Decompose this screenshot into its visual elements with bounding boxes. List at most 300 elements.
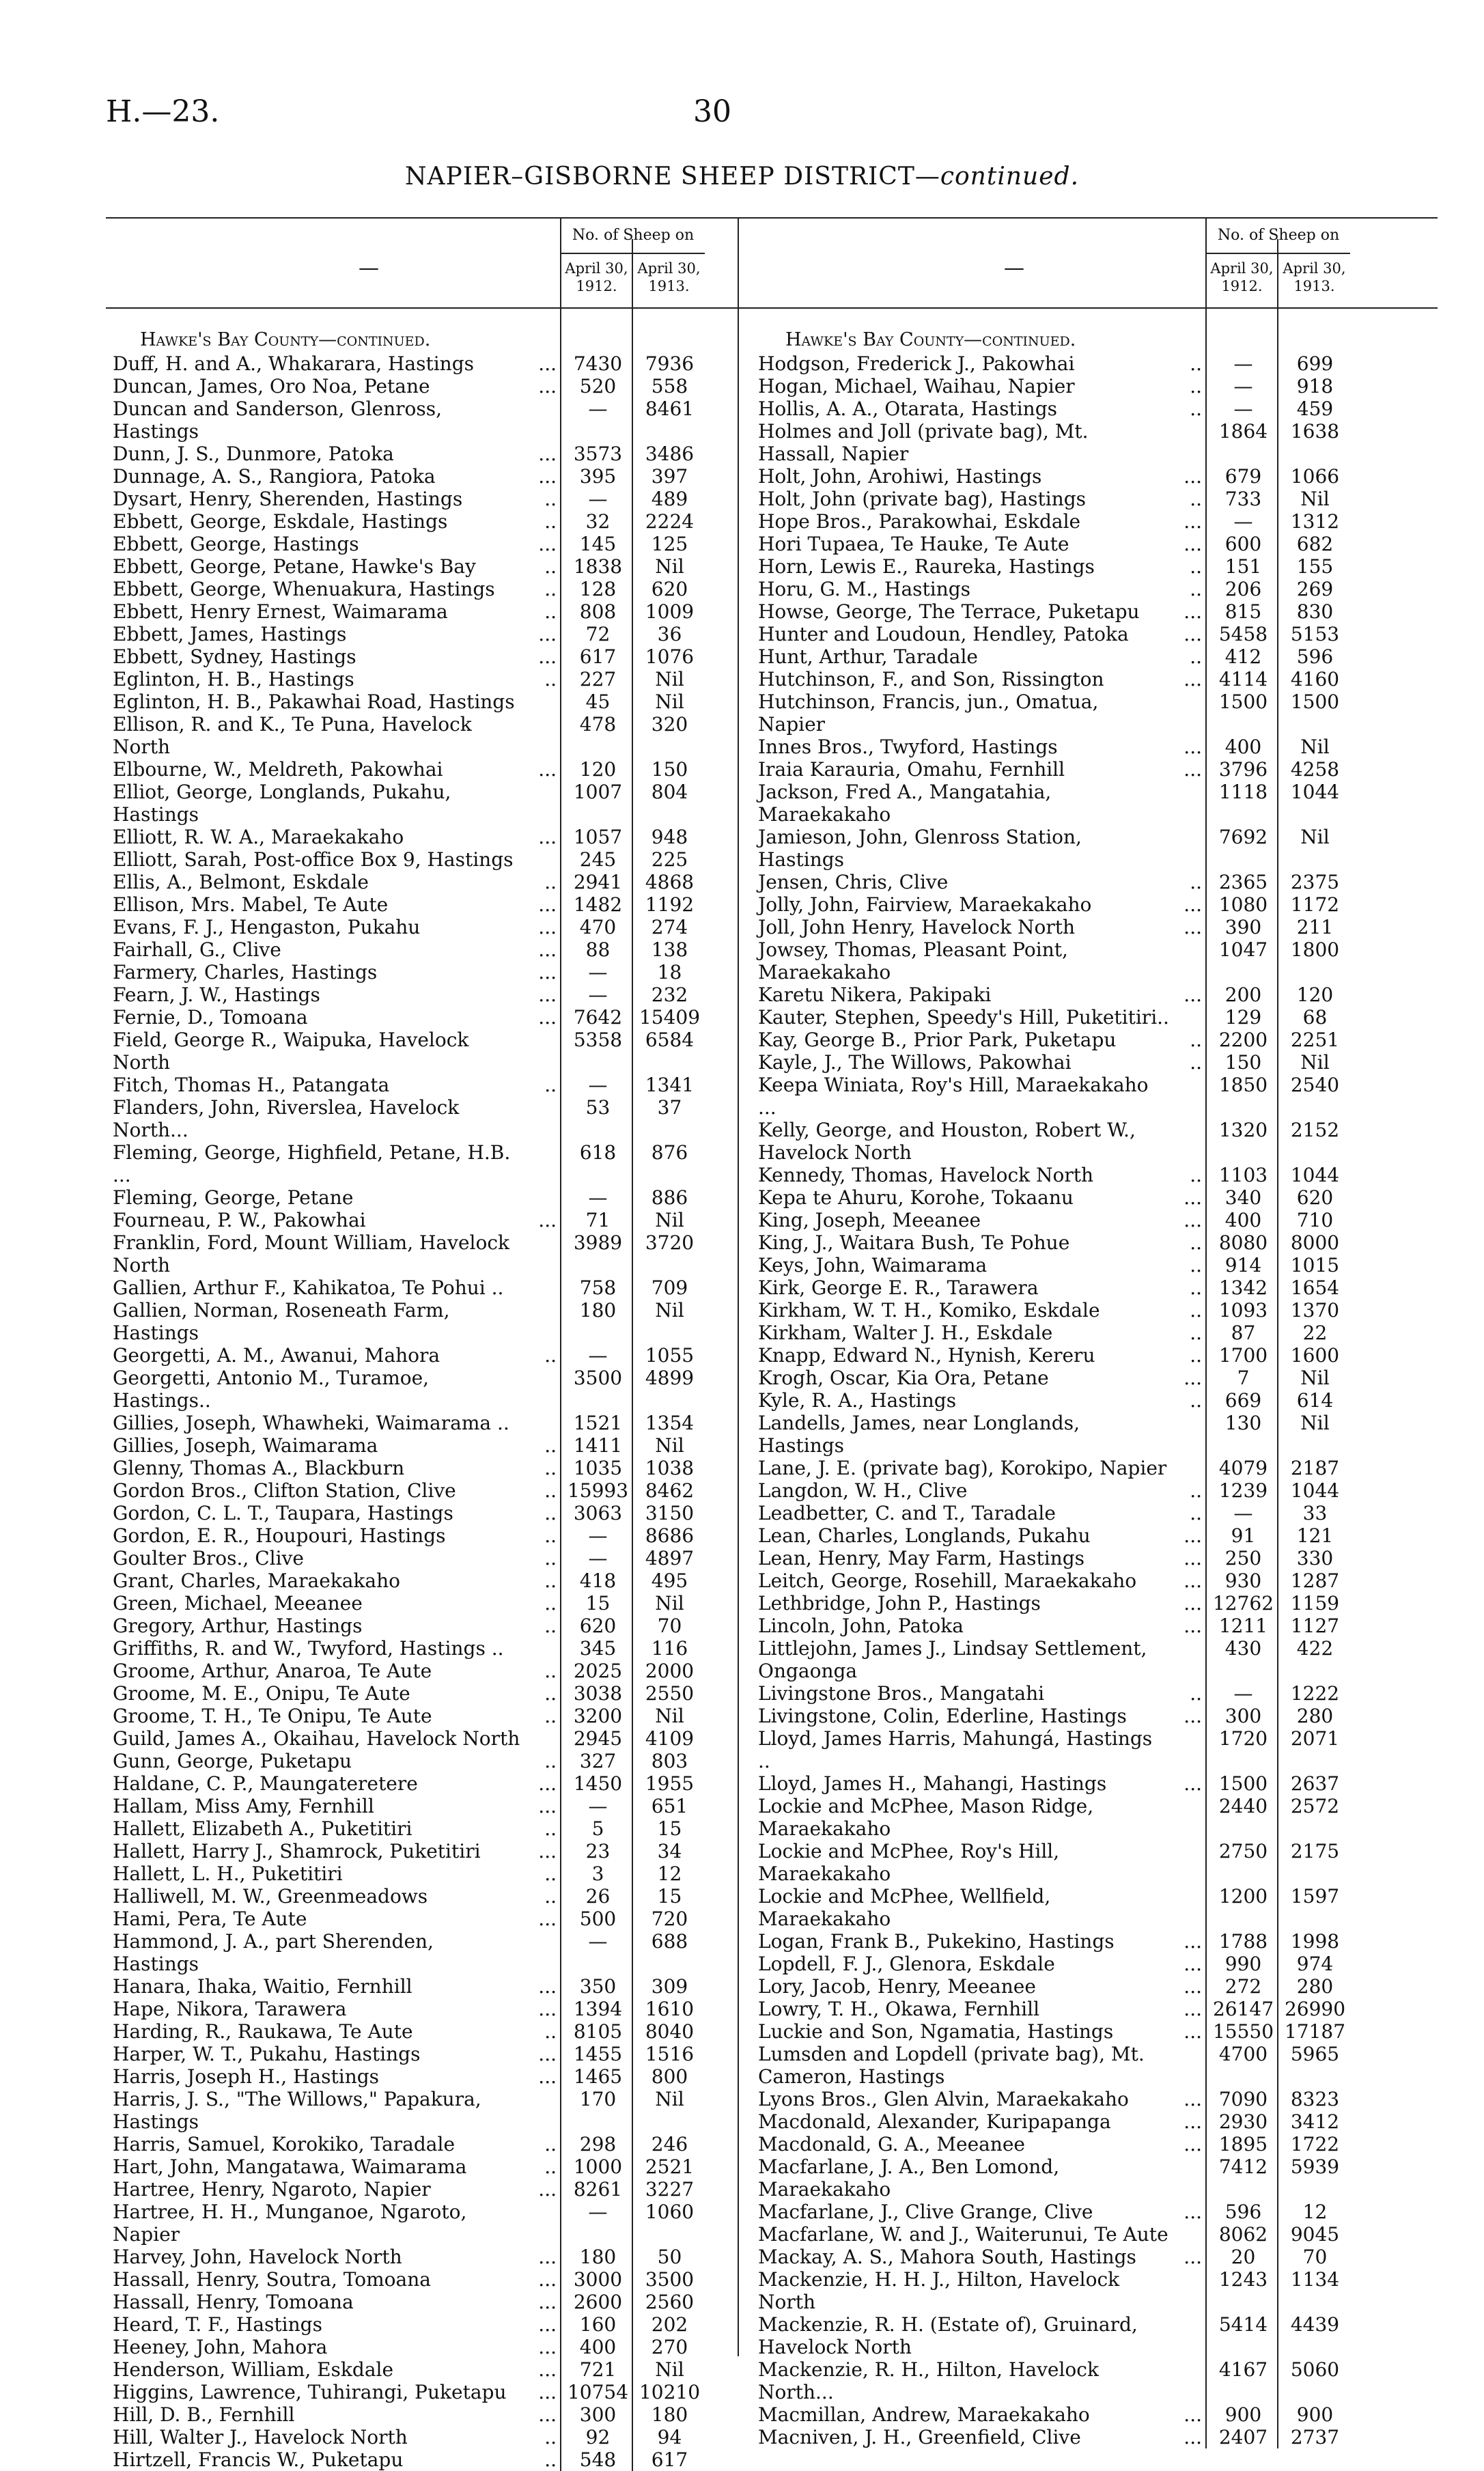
sheep-1913: 138 <box>651 938 688 961</box>
sheep-1912: 3796 <box>1218 758 1268 781</box>
sheep-1912: 91 <box>1231 1524 1256 1547</box>
sheep-1913: 620 <box>1296 1186 1334 1209</box>
sheep-1912: 7642 <box>573 1006 623 1029</box>
sheep-1913: 2224 <box>645 510 695 533</box>
table-row <box>106 758 792 781</box>
sheep-1913: 12 <box>657 1862 682 1885</box>
table-row <box>751 826 1438 871</box>
sheep-1913: 274 <box>651 916 688 938</box>
sheep-1912: 298 <box>579 2133 617 2155</box>
page-number: 30 <box>693 94 731 129</box>
leader-dots: ... <box>538 623 557 645</box>
sheep-1912: 180 <box>579 1299 617 1322</box>
owner-name: Harris, Joseph H., Hastings <box>113 2065 380 2088</box>
table-row <box>751 1322 1438 1344</box>
owner-name: Eglinton, H. B., Hastings <box>113 668 354 690</box>
sheep-1913: 8000 <box>1290 1231 1340 1254</box>
sheep-1913: 620 <box>651 578 688 600</box>
left-table-header <box>106 217 792 309</box>
sheep-1913: Nil <box>1300 1412 1330 1434</box>
sheep-1912: 1118 <box>1218 781 1268 803</box>
leader-dots: .. <box>544 2448 557 2471</box>
leader-dots: .. <box>544 2020 557 2043</box>
table-row <box>751 2268 1438 2313</box>
table-row <box>106 1096 792 1141</box>
sheep-1913: 12 <box>1302 2201 1328 2223</box>
sheep-1913: 558 <box>651 375 688 397</box>
owner-name: Knapp, Edward N., Hynish, Kereru <box>758 1344 1095 1367</box>
table-row <box>106 1412 792 1434</box>
sheep-1913: 8040 <box>645 2020 695 2043</box>
sheep-1912: 679 <box>1224 465 1262 488</box>
leader-dots <box>524 1637 562 1660</box>
table-row <box>106 2268 792 2291</box>
owner-name: Duncan, James, Oro Noa, Petane <box>113 375 430 397</box>
leader-dots <box>1169 2223 1207 2246</box>
owner-name: Field, George R., Waipuka, Havelock North <box>113 1029 469 1074</box>
owner-name: Fairhall, G., Clive <box>113 938 281 961</box>
leader-dots <box>1169 1795 1207 1840</box>
sheep-1913: 830 <box>1296 600 1334 623</box>
sheep-1912: 1200 <box>1218 1885 1268 1908</box>
leader-dots <box>524 781 562 826</box>
owner-name: Gillies, Joseph, Whawheki, Waimarama .. <box>113 1412 509 1434</box>
leader-dots: .. <box>544 1457 557 1479</box>
sheep-1912: 300 <box>1224 1705 1262 1727</box>
owner-name: Lopdell, F. J., Glenora, Eskdale <box>758 1953 1055 1975</box>
sheep-1912: 7412 <box>1218 2155 1268 2178</box>
sheep-1913: 3486 <box>645 443 695 465</box>
sheep-1912: 1239 <box>1218 1479 1268 1502</box>
sheep-1913: Nil <box>655 2088 684 2110</box>
sheep-1913: 1015 <box>1290 1254 1340 1276</box>
sheep-1912: 206 <box>1224 578 1262 600</box>
leader-dots: ... <box>1184 2088 1202 2110</box>
owner-name: Ebbett, George, Petane, Hawke's Bay <box>113 555 476 578</box>
leader-dots <box>524 1299 562 1344</box>
owner-name: Gordon Bros., Clifton Station, Clive <box>113 1479 456 1502</box>
table-row <box>106 1231 792 1276</box>
table-row <box>106 1727 792 1750</box>
table-row <box>751 1953 1438 1975</box>
leader-dots <box>1169 1412 1207 1457</box>
leader-dots: ... <box>538 2313 557 2336</box>
table-row <box>751 1367 1438 1389</box>
sheep-1913: 2737 <box>1290 2426 1340 2448</box>
table-row <box>751 397 1438 420</box>
header-year-1913: April 30, 1913. <box>1277 254 1350 313</box>
table-row <box>106 488 792 510</box>
leader-dots: .. <box>1190 1479 1202 1502</box>
leader-dots: .. <box>1190 488 1202 510</box>
sheep-1912: 1465 <box>573 2065 623 2088</box>
table-row <box>751 510 1438 533</box>
sheep-1912: 2025 <box>573 1660 623 1682</box>
leader-dots: ... <box>1184 1569 1202 1592</box>
sheep-1912: 53 <box>585 1096 611 1119</box>
owner-name: Hassall, Henry, Soutra, Tomoana <box>113 2268 431 2291</box>
sheep-1913: 1038 <box>645 1457 695 1479</box>
owner-name: Hammond, J. A., part Sherenden, Hastings <box>113 1930 434 1975</box>
sheep-1912: 4114 <box>1218 668 1268 690</box>
sheep-1913: 596 <box>1296 645 1334 668</box>
leader-dots: ... <box>538 2246 557 2268</box>
table-row <box>106 352 792 375</box>
owner-name: Heeney, John, Mahora <box>113 2336 328 2358</box>
sheep-1913: 804 <box>651 781 688 803</box>
table-row <box>106 713 792 758</box>
sheep-1912: 1320 <box>1218 1119 1268 1141</box>
sheep-1912: 2365 <box>1218 871 1268 893</box>
leader-dots <box>1169 2358 1207 2403</box>
table-row <box>751 1772 1438 1795</box>
leader-dots <box>524 848 562 871</box>
table-row <box>751 1164 1438 1186</box>
table-row <box>106 1141 792 1186</box>
sheep-1913: 1060 <box>645 2201 695 2223</box>
table-row <box>106 465 792 488</box>
table-row <box>751 533 1438 555</box>
sheep-1913: 280 <box>1296 1705 1334 1727</box>
leader-dots <box>1169 1457 1207 1479</box>
table-row <box>751 2110 1438 2133</box>
sheep-1913: 699 <box>1296 352 1334 375</box>
owner-name: Gordon, E. R., Houpouri, Hastings <box>113 1524 446 1547</box>
owner-name: Duff, H. and A., Whakarara, Hastings <box>113 352 475 375</box>
sheep-1912: 170 <box>579 2088 617 2110</box>
table-row <box>751 1412 1438 1457</box>
table-row <box>106 1840 792 1862</box>
owner-name: Flanders, John, Riverslea, Havelock North... <box>113 1096 460 1141</box>
sheep-1912: 620 <box>579 1615 617 1637</box>
header-dash: — <box>1004 256 1024 280</box>
sheep-1913: 34 <box>657 1840 682 1862</box>
sheep-1913: 2560 <box>645 2291 695 2313</box>
sheep-1913: 720 <box>651 1908 688 1930</box>
sheep-1913: 4897 <box>645 1547 695 1569</box>
owner-name: Guild, James A., Okaihau, Havelock North <box>113 1727 520 1750</box>
leader-dots: .. <box>544 1344 557 1367</box>
owner-name: Lane, J. E. (private bag), Korokipo, Napier <box>758 1457 1167 1479</box>
owner-name: Fernie, D., Tomoana <box>113 1006 308 1029</box>
sheep-1913: 232 <box>651 983 688 1006</box>
owner-name: Langdon, W. H., Clive <box>758 1479 968 1502</box>
leader-dots: .. <box>544 1524 557 1547</box>
sheep-1912: — <box>588 1186 608 1209</box>
sheep-1913: 2375 <box>1290 871 1340 893</box>
table-row <box>751 1186 1438 1209</box>
leader-dots <box>524 1029 562 1074</box>
table-row <box>106 645 792 668</box>
sheep-1913: 94 <box>657 2426 682 2448</box>
table-row <box>106 1908 792 1930</box>
table-row <box>751 1840 1438 1885</box>
table-row <box>106 1367 792 1412</box>
leader-dots: ... <box>1184 510 1202 533</box>
table-row <box>106 1682 792 1705</box>
table-row <box>106 1705 792 1727</box>
sheep-1913: 121 <box>1296 1524 1334 1547</box>
header-year-1912: April 30, 1912. <box>560 254 632 313</box>
table-row <box>751 1074 1438 1119</box>
sheep-1912: — <box>588 397 608 420</box>
leader-dots: .. <box>1190 1322 1202 1344</box>
owner-name: Duncan and Sanderson, Glenross, Hastings <box>113 397 443 443</box>
owner-name: Holt, John, Arohiwi, Hastings <box>758 465 1042 488</box>
sheep-1912: 990 <box>1224 1953 1262 1975</box>
leader-dots: ... <box>538 2178 557 2201</box>
sheep-1912: 3063 <box>573 1502 623 1524</box>
owner-name: Groome, T. H., Te Onipu, Te Aute <box>113 1705 432 1727</box>
sheep-1913: 155 <box>1296 555 1334 578</box>
sheep-1912: 26 <box>585 1885 611 1908</box>
sheep-1912: 15 <box>585 1592 611 1615</box>
sheep-1912: 151 <box>1224 555 1262 578</box>
header-year-1912: April 30, 1912. <box>1205 254 1277 313</box>
owner-name: Elliott, R. W. A., Maraekakaho <box>113 826 404 848</box>
sheep-1912: 71 <box>585 1209 611 1231</box>
sheep-1912: 92 <box>585 2426 611 2448</box>
sheep-1912: 160 <box>579 2313 617 2336</box>
sheep-1912: 1080 <box>1218 893 1268 916</box>
owner-name: Hill, D. B., Fernhill <box>113 2403 295 2426</box>
owner-name: Hori Tupaea, Te Hauke, Te Aute <box>758 533 1069 555</box>
sheep-1912: — <box>588 961 608 983</box>
table-row <box>751 893 1438 916</box>
table-row <box>106 375 792 397</box>
leader-dots <box>524 1186 562 1209</box>
table-row <box>751 2313 1438 2358</box>
table-row <box>106 938 792 961</box>
sheep-1913: Nil <box>655 1434 684 1457</box>
table-row <box>751 1051 1438 1074</box>
sheep-1912: 350 <box>579 1975 617 1998</box>
sheep-1912: 5414 <box>1218 2313 1268 2336</box>
leader-dots: .. <box>544 1682 557 1705</box>
sheep-1913: 1055 <box>645 1344 695 1367</box>
table-row <box>751 1119 1438 1164</box>
sheep-1912: — <box>1233 1502 1253 1524</box>
sheep-1913: 3720 <box>645 1231 695 1254</box>
owner-name: Holt, John (private bag), Hastings <box>758 488 1087 510</box>
table-row <box>751 1885 1438 1930</box>
sheep-1912: 23 <box>585 1840 611 1862</box>
table-row <box>106 668 792 690</box>
table-row <box>106 510 792 533</box>
owner-name: Kepa te Ahuru, Korohe, Tokaanu <box>758 1186 1074 1209</box>
right-table-body <box>751 352 1438 2448</box>
table-row <box>106 600 792 623</box>
owner-name: Hallett, Elizabeth A., Puketitiri <box>113 1817 412 1840</box>
owner-name: Hallett, Harry J., Shamrock, Puketitiri <box>113 1840 481 1862</box>
leader-dots: ... <box>1184 2110 1202 2133</box>
owner-name: Lockie and McPhee, Wellfield, Maraekakaho <box>758 1885 1051 1930</box>
table-row <box>106 1209 792 1231</box>
table-row <box>751 420 1438 465</box>
leader-dots: ... <box>538 1908 557 1930</box>
sheep-1912: — <box>1233 510 1253 533</box>
table-row <box>106 2065 792 2088</box>
sheep-1912: 88 <box>585 938 611 961</box>
table-row <box>751 1254 1438 1276</box>
owner-name: Lumsden and Lopdell (private bag), Mt. Cameron, Hastings <box>758 2043 1145 2088</box>
sheep-1913: 8461 <box>645 397 695 420</box>
leader-dots: ... <box>1184 916 1202 938</box>
table-row <box>751 1705 1438 1727</box>
leader-dots <box>524 397 562 443</box>
leader-dots: ... <box>538 1975 557 1998</box>
sheep-1912: 596 <box>1224 2201 1262 2223</box>
table-row <box>106 961 792 983</box>
sheep-1913: 1287 <box>1290 1569 1340 1592</box>
owner-name: Jolly, John, Fairview, Maraekakaho <box>758 893 1092 916</box>
sheep-1913: 3412 <box>1290 2110 1340 2133</box>
leader-dots: .. <box>544 555 557 578</box>
owner-name: Hami, Pera, Te Aute <box>113 1908 307 1930</box>
sheep-1912: 250 <box>1224 1547 1262 1569</box>
sheep-1912: 478 <box>579 713 617 736</box>
table-row <box>106 623 792 645</box>
table-row <box>106 2155 792 2178</box>
sheep-1913: 1638 <box>1290 420 1340 443</box>
table-row <box>751 2088 1438 2110</box>
table-row <box>106 2088 792 2133</box>
leader-dots: ... <box>1184 1930 1202 1953</box>
leader-dots: ... <box>538 2268 557 2291</box>
leader-dots <box>524 1367 562 1412</box>
sheep-1912: 7 <box>1237 1367 1250 1389</box>
leader-dots: ... <box>1184 668 1202 690</box>
leader-dots: ... <box>538 983 557 1006</box>
sheep-1913: 886 <box>651 1186 688 1209</box>
table-row <box>751 600 1438 623</box>
owner-name: Kayle, J., The Willows, Pakowhai <box>758 1051 1072 1074</box>
leader-dots: ... <box>538 1795 557 1817</box>
leader-dots: .. <box>544 1479 557 1502</box>
sheep-1913: 1341 <box>645 1074 695 1096</box>
leader-dots <box>524 713 562 758</box>
table-row <box>751 1524 1438 1547</box>
sheep-1913: Nil <box>1300 826 1330 848</box>
owner-name: Hallam, Miss Amy, Fernhill <box>113 1795 374 1817</box>
sheep-1912: 272 <box>1224 1975 1262 1998</box>
owner-name: Iraia Karauria, Omahu, Fernhill <box>758 758 1065 781</box>
leader-dots: .. <box>544 1885 557 1908</box>
owner-name: Gunn, George, Puketapu <box>113 1750 352 1772</box>
owner-name: Harper, W. T., Pukahu, Hastings <box>113 2043 421 2065</box>
sheep-1912: 1243 <box>1218 2268 1268 2291</box>
table-row <box>751 1615 1438 1637</box>
table-row <box>106 1750 792 1772</box>
sheep-1913: 5060 <box>1290 2358 1340 2381</box>
owner-name: Gillies, Joseph, Waimarama <box>113 1434 378 1457</box>
owner-name: Ellison, Mrs. Mabel, Te Aute <box>113 893 389 916</box>
owner-name: Kelly, George, and Houston, Robert W., Havelock North <box>758 1119 1136 1164</box>
sheep-1913: 1044 <box>1290 1164 1340 1186</box>
leader-dots: ... <box>1184 1975 1202 1998</box>
sheep-1912: 3573 <box>573 443 623 465</box>
owner-name: Heard, T. F., Hastings <box>113 2313 322 2336</box>
leader-dots: ... <box>1184 2403 1202 2426</box>
sheep-1913: Nil <box>1300 1051 1330 1074</box>
leader-dots: ... <box>1184 623 1202 645</box>
sheep-1913: 70 <box>657 1615 682 1637</box>
section-heading: Hawke's Bay County—continued. <box>785 329 1076 350</box>
sheep-1912: 300 <box>579 2403 617 2426</box>
table-row <box>106 1186 792 1209</box>
sheep-1913: 269 <box>1296 578 1334 600</box>
document-reference: H.—23. <box>106 94 220 129</box>
sheep-1913: 68 <box>1302 1006 1328 1029</box>
sheep-1912: 2930 <box>1218 2110 1268 2133</box>
table-row <box>751 1569 1438 1592</box>
sheep-1913: 1009 <box>645 600 695 623</box>
sheep-1912: — <box>588 983 608 1006</box>
sheep-1912: 26147 <box>1212 1998 1274 2020</box>
sheep-1912: 412 <box>1224 645 1262 668</box>
owner-name: Hape, Nikora, Tarawera <box>113 1998 347 2020</box>
table-row <box>751 1975 1438 1998</box>
leader-dots <box>1169 1119 1207 1164</box>
sheep-1913: 900 <box>1296 2403 1334 2426</box>
leader-dots: ... <box>1184 1615 1202 1637</box>
leader-dots: .. <box>544 488 557 510</box>
leader-dots: .. <box>544 1817 557 1840</box>
sheep-1913: 2152 <box>1290 1119 1340 1141</box>
table-row <box>751 2358 1438 2403</box>
leader-dots: .. <box>544 668 557 690</box>
leader-dots: ... <box>1184 758 1202 781</box>
owner-name: Kauter, Stephen, Speedy's Hill, Puketitiri.. <box>758 1006 1169 1029</box>
sheep-1912: 227 <box>579 668 617 690</box>
owner-name: Farmery, Charles, Hastings <box>113 961 378 983</box>
owner-name: Hollis, A. A., Otarata, Hastings <box>758 397 1057 420</box>
leader-dots: .. <box>1190 397 1202 420</box>
sheep-1912: 10754 <box>567 2381 629 2403</box>
sheep-1912: 1482 <box>573 893 623 916</box>
header-dash: — <box>359 256 379 280</box>
table-row <box>106 1502 792 1524</box>
sheep-1912: 758 <box>579 1276 617 1299</box>
sheep-1913: Nil <box>655 1705 684 1727</box>
leader-dots: ... <box>1184 600 1202 623</box>
sheep-1913: 2550 <box>645 1682 695 1705</box>
table-row <box>106 1975 792 1998</box>
sheep-1913: 7936 <box>645 352 695 375</box>
sheep-1912: 721 <box>579 2358 617 2381</box>
owner-name: Macfarlane, J., Clive Grange, Clive <box>758 2201 1093 2223</box>
owner-name: Dunn, J. S., Dunmore, Patoka <box>113 443 394 465</box>
sheep-1913: 1516 <box>645 2043 695 2065</box>
owner-name: Lockie and McPhee, Roy's Hill, Maraekakaho <box>758 1840 1060 1885</box>
owner-name: Lowry, T. H., Okawa, Fernhill <box>758 1998 1040 2020</box>
owner-name: Horu, G. M., Hastings <box>758 578 971 600</box>
sheep-1913: 309 <box>651 1975 688 1998</box>
leader-dots: ... <box>1184 2246 1202 2268</box>
sheep-1913: 9045 <box>1290 2223 1340 2246</box>
table-row <box>751 1276 1438 1299</box>
owner-name: Gregory, Arthur, Hastings <box>113 1615 363 1637</box>
leader-dots: .. <box>544 1862 557 1885</box>
table-row <box>751 645 1438 668</box>
owner-name: Halliwell, M. W., Greenmeadows <box>113 1885 428 1908</box>
owner-name: Fourneau, P. W., Pakowhai <box>113 1209 366 1231</box>
table-row <box>106 2020 792 2043</box>
sheep-1912: 5 <box>591 1817 604 1840</box>
owner-name: Kyle, R. A., Hastings <box>758 1389 957 1412</box>
leader-dots: ... <box>1184 2201 1202 2223</box>
leader-dots: .. <box>1190 1231 1202 1254</box>
